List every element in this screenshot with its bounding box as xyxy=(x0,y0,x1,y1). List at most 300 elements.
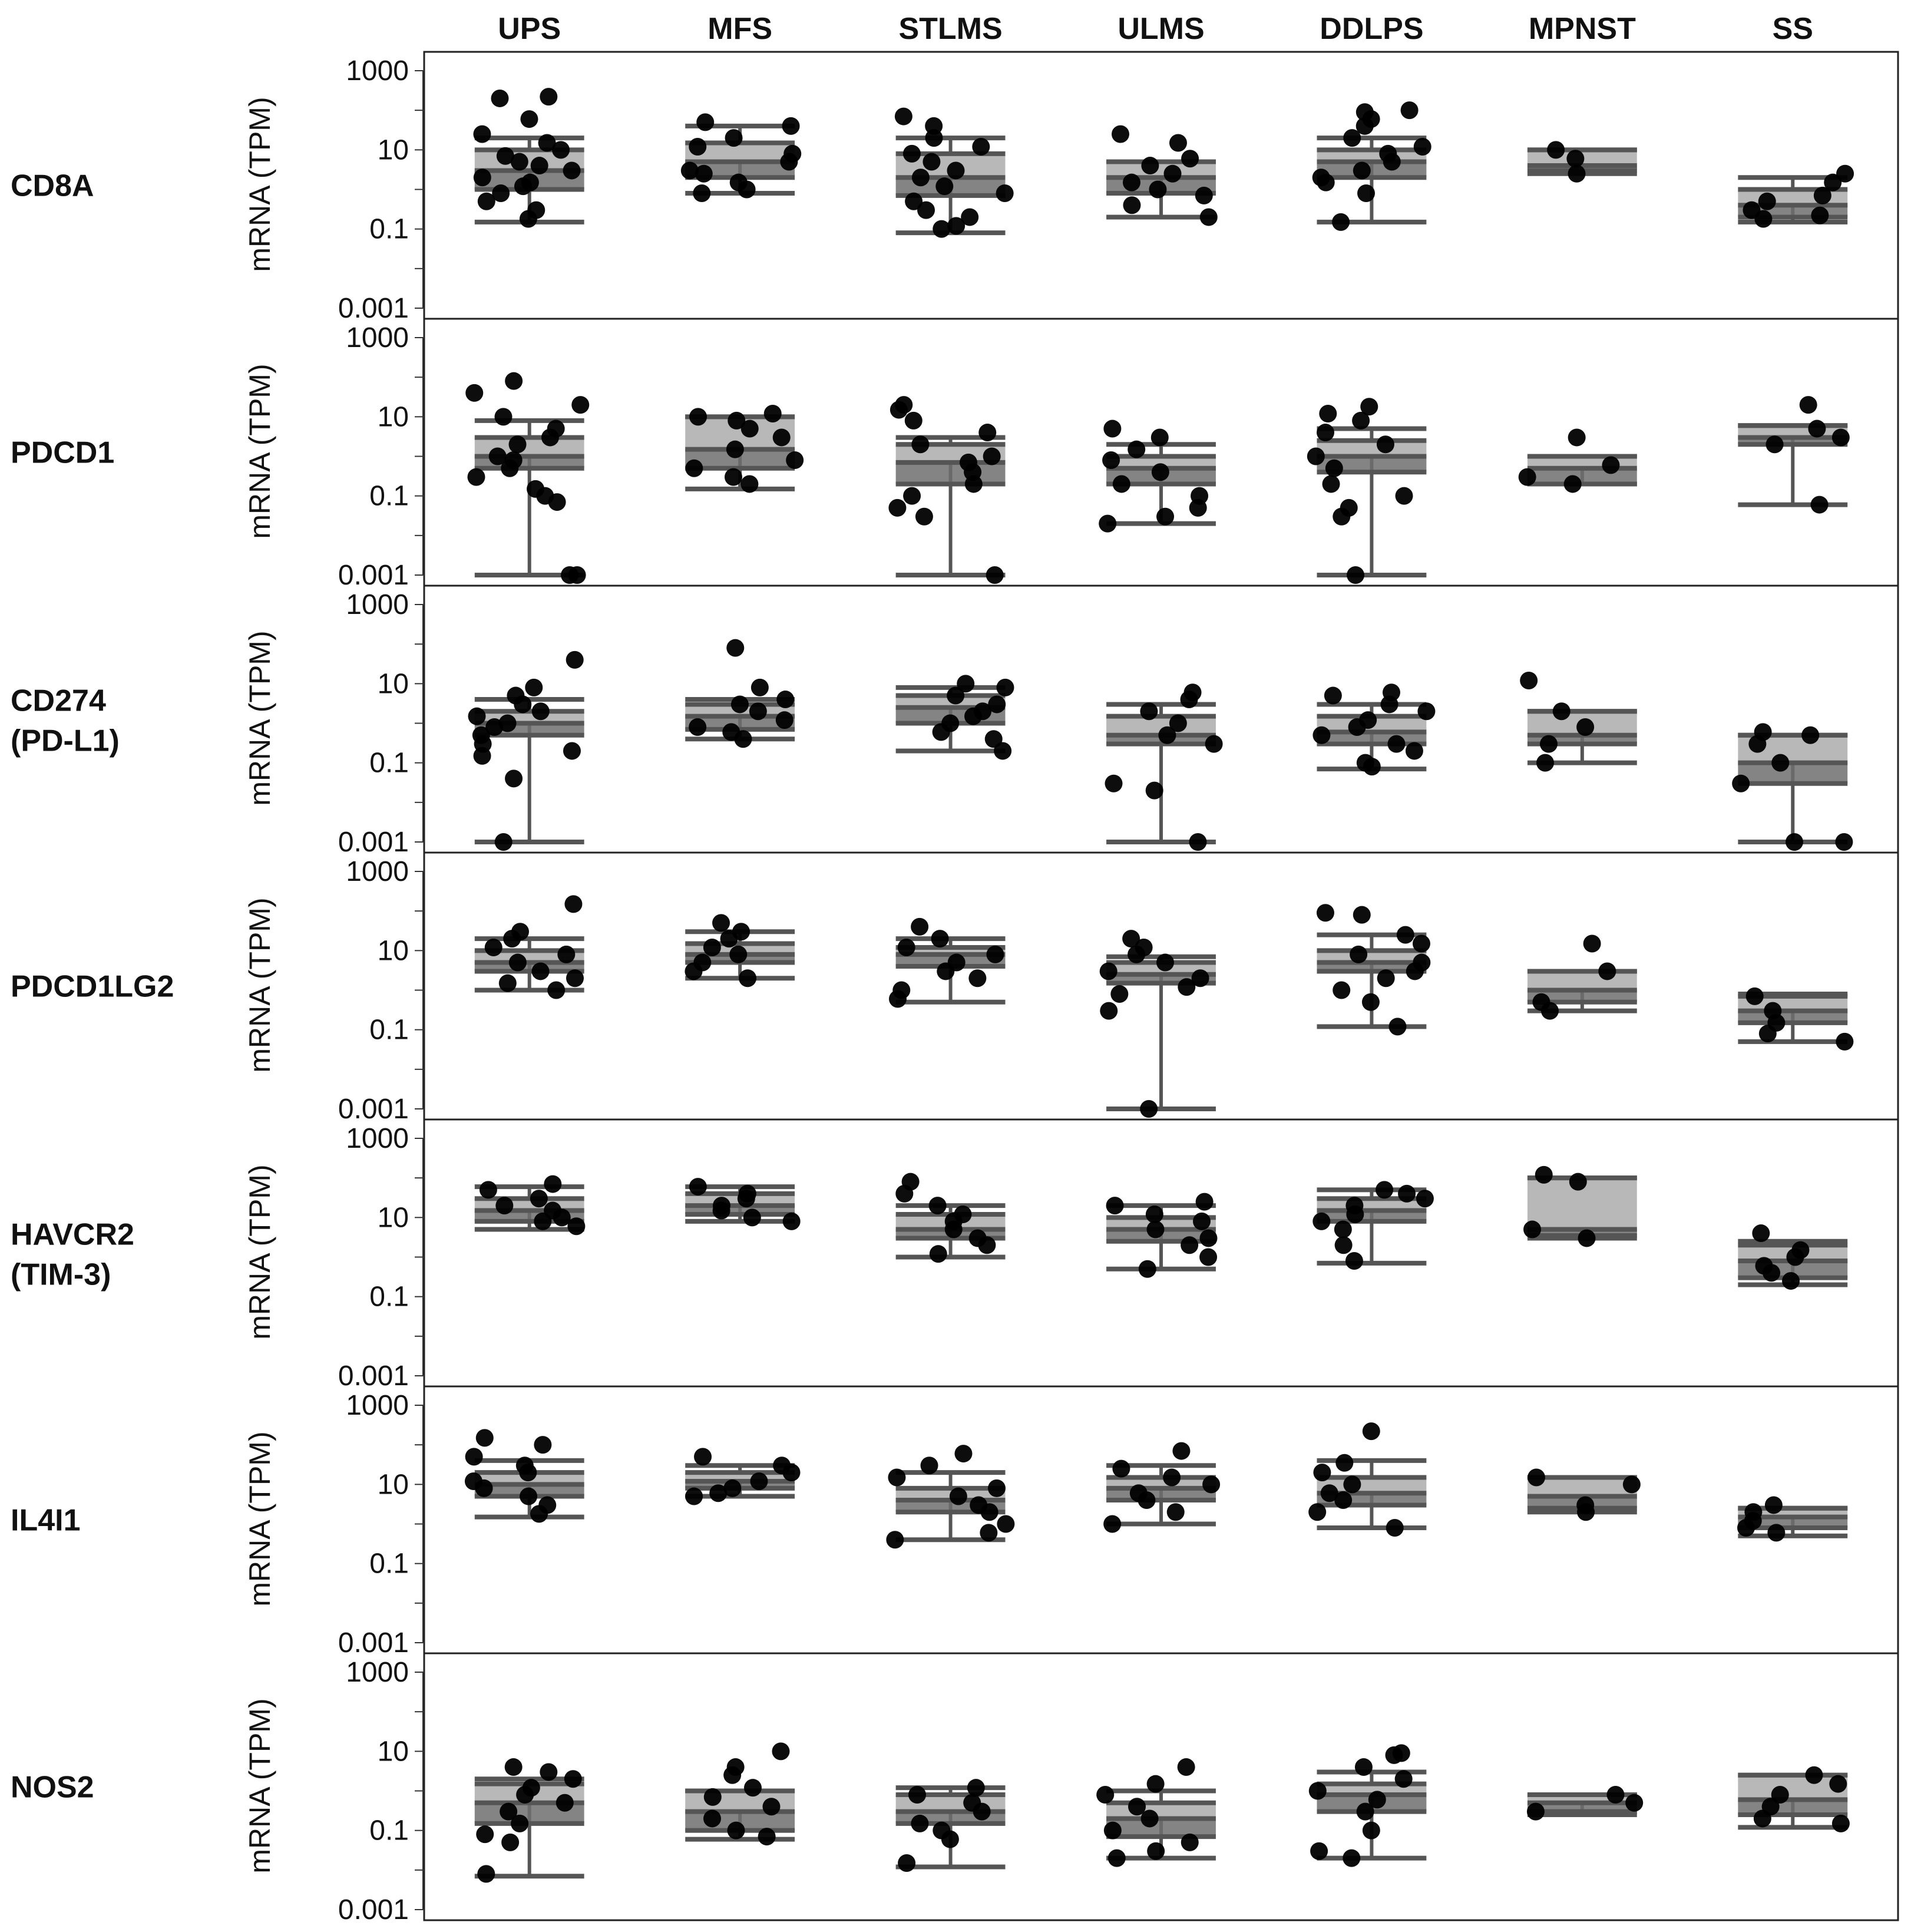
y-tick-label: 10 xyxy=(377,1736,409,1768)
data-point xyxy=(1771,754,1789,772)
data-point xyxy=(557,946,575,963)
data-point xyxy=(1417,702,1435,720)
data-point xyxy=(1387,735,1405,753)
data-point xyxy=(969,1229,987,1247)
data-point xyxy=(540,88,557,105)
data-point xyxy=(915,508,933,526)
data-point xyxy=(563,742,581,759)
data-point xyxy=(1767,1524,1785,1541)
data-point xyxy=(1350,946,1367,963)
group-ups xyxy=(475,1175,586,1236)
data-point xyxy=(764,405,782,422)
data-point xyxy=(762,1798,780,1815)
data-point xyxy=(970,1496,987,1514)
data-point xyxy=(1105,775,1123,792)
data-point xyxy=(1416,1190,1434,1207)
data-point xyxy=(527,480,544,498)
group-ddlps xyxy=(1317,904,1430,1035)
data-point xyxy=(704,1788,722,1806)
data-point xyxy=(957,675,974,692)
row-label: IL4I1 xyxy=(11,1503,81,1538)
data-point xyxy=(505,770,523,787)
row-label: NOS2 xyxy=(11,1770,94,1805)
data-point xyxy=(1108,1850,1126,1867)
data-point xyxy=(1096,1786,1114,1804)
group-ss xyxy=(1737,1496,1847,1541)
data-point xyxy=(1791,1241,1809,1259)
data-point xyxy=(476,1825,494,1843)
data-point xyxy=(532,702,550,720)
group-ddlps xyxy=(1308,1422,1426,1537)
y-tick-label: 1000 xyxy=(346,55,409,87)
data-point xyxy=(689,1178,707,1195)
data-point xyxy=(532,962,550,980)
data-point xyxy=(772,1742,789,1760)
data-point xyxy=(689,408,707,425)
group-mfs xyxy=(685,1178,800,1230)
data-point xyxy=(1156,508,1174,526)
group-stlms xyxy=(895,108,1014,238)
data-point xyxy=(1363,1422,1380,1440)
data-point xyxy=(476,1429,494,1446)
group-stlms xyxy=(889,918,1006,1008)
data-point xyxy=(563,161,581,179)
data-point xyxy=(1606,1786,1624,1804)
data-point xyxy=(1540,735,1558,753)
data-point xyxy=(1181,1834,1199,1851)
data-point xyxy=(1140,1100,1158,1118)
data-point xyxy=(1323,475,1340,493)
data-point xyxy=(1152,463,1169,481)
data-point xyxy=(1106,1197,1124,1214)
data-point xyxy=(1832,428,1850,446)
data-point xyxy=(911,1815,928,1832)
data-point xyxy=(996,184,1014,202)
box-upper xyxy=(1106,162,1216,178)
data-point xyxy=(726,639,744,657)
data-point xyxy=(727,1758,745,1776)
data-point xyxy=(1397,926,1414,944)
y-tick-label: 1000 xyxy=(346,1123,409,1154)
data-point xyxy=(1523,1221,1541,1239)
data-point xyxy=(571,396,589,414)
data-point xyxy=(1199,1229,1217,1247)
data-point xyxy=(1395,1770,1413,1788)
data-point xyxy=(1122,930,1140,947)
group-mpnst xyxy=(1528,1469,1641,1521)
data-point xyxy=(1343,1475,1361,1493)
panel-pdcd1 xyxy=(11,319,1898,591)
data-point xyxy=(1379,145,1397,163)
data-point xyxy=(1414,138,1431,156)
data-point xyxy=(1156,954,1174,972)
box-lower xyxy=(1528,468,1637,484)
data-point xyxy=(1766,435,1784,453)
data-point xyxy=(713,1197,730,1214)
y-tick-label: 0.1 xyxy=(369,213,409,245)
data-point xyxy=(988,695,1006,713)
data-point xyxy=(1569,1173,1587,1191)
panel-cd274 xyxy=(11,586,1898,858)
data-point xyxy=(499,975,517,992)
data-point xyxy=(1147,1775,1165,1793)
data-point xyxy=(1202,1475,1220,1493)
data-point xyxy=(1151,428,1169,446)
data-point xyxy=(1836,165,1854,183)
group-ulms xyxy=(1106,1193,1218,1278)
box-upper xyxy=(1317,441,1426,457)
data-point xyxy=(786,451,804,469)
data-point xyxy=(491,90,508,107)
data-point xyxy=(722,723,740,741)
data-point xyxy=(1835,833,1853,851)
data-point xyxy=(751,679,769,696)
data-point xyxy=(516,1457,534,1474)
group-ddlps xyxy=(1312,683,1435,775)
data-point xyxy=(1100,1002,1117,1020)
data-point xyxy=(500,1803,517,1821)
data-point xyxy=(1758,193,1776,210)
data-point xyxy=(1357,184,1375,202)
data-point xyxy=(689,718,706,736)
group-mfs xyxy=(685,1448,800,1505)
y-tick-label: 1000 xyxy=(346,322,409,354)
data-point xyxy=(911,435,929,453)
data-point xyxy=(783,1213,801,1230)
data-point xyxy=(530,1190,548,1207)
group-ulms xyxy=(1099,420,1216,533)
data-point xyxy=(1829,1775,1847,1793)
data-point xyxy=(728,412,745,430)
row-label-alias: (TIM-3) xyxy=(11,1257,111,1292)
data-point xyxy=(898,939,915,956)
box-lower xyxy=(1317,162,1426,178)
data-point xyxy=(1324,687,1342,705)
y-tick-label: 0.1 xyxy=(369,1014,409,1046)
data-point xyxy=(564,895,582,913)
data-point xyxy=(1800,396,1817,414)
data-point xyxy=(1765,1496,1783,1514)
group-mfs xyxy=(685,405,804,493)
data-point xyxy=(1356,103,1374,121)
data-point xyxy=(465,384,483,402)
data-point xyxy=(1335,1236,1353,1254)
data-point xyxy=(1743,202,1760,219)
data-point xyxy=(507,687,524,705)
data-point xyxy=(1527,1803,1545,1821)
data-point xyxy=(1347,566,1364,584)
group-mfs xyxy=(685,914,795,987)
data-point xyxy=(1811,496,1829,514)
box-lower xyxy=(1738,763,1847,784)
data-point xyxy=(1169,715,1187,732)
data-point xyxy=(1319,405,1337,422)
column-label-ddlps: DDLPS xyxy=(1320,12,1424,46)
group-ddlps xyxy=(1312,101,1431,231)
data-point xyxy=(961,208,978,226)
group-mpnst xyxy=(1527,1786,1643,1821)
data-point xyxy=(972,138,990,156)
data-point xyxy=(499,715,517,732)
data-point xyxy=(1576,718,1594,736)
data-point xyxy=(1130,1484,1148,1502)
group-mfs xyxy=(681,113,801,202)
column-headers xyxy=(498,12,1813,46)
y-tick-label: 0.1 xyxy=(369,1815,409,1847)
group-ulms xyxy=(1105,683,1223,851)
data-point xyxy=(1744,1503,1762,1521)
data-point xyxy=(1128,441,1145,458)
data-point xyxy=(1568,428,1586,446)
data-point xyxy=(744,1779,762,1796)
data-point xyxy=(561,566,578,584)
group-mpnst xyxy=(1519,428,1637,493)
data-point xyxy=(473,126,491,143)
y-axis-label: mRNA (TPM) xyxy=(243,1431,276,1607)
row-label: HAVCR2 xyxy=(11,1217,134,1252)
data-point xyxy=(1103,420,1121,438)
data-point xyxy=(730,174,748,191)
group-mpnst xyxy=(1520,672,1637,772)
y-tick-label: 0.001 xyxy=(338,293,409,324)
box-lower xyxy=(896,463,1006,484)
data-point xyxy=(1345,1252,1363,1270)
data-point xyxy=(1181,1236,1198,1254)
data-point xyxy=(743,1208,761,1226)
data-point xyxy=(1359,711,1377,729)
group-ss xyxy=(1738,1766,1850,1832)
y-tick-label: 0.1 xyxy=(369,480,409,512)
data-point xyxy=(521,174,539,191)
data-point xyxy=(1110,985,1128,1003)
data-point xyxy=(1123,174,1140,191)
data-point xyxy=(967,1779,985,1796)
data-point xyxy=(1308,1503,1326,1521)
data-point xyxy=(1100,962,1117,980)
data-point xyxy=(1340,499,1358,517)
y-tick-label: 10 xyxy=(377,134,409,166)
data-point xyxy=(1398,1185,1416,1203)
data-point xyxy=(685,460,703,477)
data-point xyxy=(954,1206,971,1223)
data-point xyxy=(723,1479,741,1497)
group-stlms xyxy=(886,1445,1014,1548)
data-point xyxy=(556,1794,574,1812)
group-ups xyxy=(465,1429,584,1523)
data-point xyxy=(782,117,800,135)
data-point xyxy=(1376,1181,1393,1198)
data-point xyxy=(963,1794,981,1812)
data-point xyxy=(988,1479,1006,1497)
data-point xyxy=(520,1488,537,1505)
y-axis-label: mRNA (TPM) xyxy=(243,897,276,1073)
data-point xyxy=(929,1197,947,1214)
group-mpnst xyxy=(1523,1166,1637,1247)
row-label: PDCD1 xyxy=(11,435,115,470)
data-point xyxy=(947,161,964,179)
data-point xyxy=(1332,213,1350,231)
data-point xyxy=(547,982,565,999)
data-point xyxy=(903,487,921,505)
data-point xyxy=(1355,1758,1373,1776)
group-ulms xyxy=(1096,1758,1216,1867)
group-mfs xyxy=(685,1742,795,1845)
data-point xyxy=(1625,1794,1643,1812)
data-point xyxy=(1623,1475,1641,1493)
data-point xyxy=(740,475,758,493)
data-point xyxy=(485,939,502,956)
data-point xyxy=(1191,487,1208,505)
data-point xyxy=(903,145,921,163)
data-point xyxy=(544,1175,561,1193)
group-stlms xyxy=(896,1779,1006,1872)
data-point xyxy=(1801,726,1819,744)
data-point xyxy=(497,147,514,165)
group-ss xyxy=(1732,723,1853,851)
panel-cd8a xyxy=(11,52,1898,324)
column-label-mfs: MFS xyxy=(707,12,773,46)
data-point xyxy=(1196,1193,1214,1211)
y-tick-label: 10 xyxy=(377,401,409,433)
y-tick-label: 0.001 xyxy=(338,1360,409,1392)
data-point xyxy=(1764,1002,1781,1020)
data-point xyxy=(1413,935,1430,953)
data-point xyxy=(1146,1206,1163,1223)
data-point xyxy=(1566,150,1584,167)
group-stlms xyxy=(895,1173,1005,1263)
data-point xyxy=(1335,1454,1353,1472)
data-point xyxy=(978,424,996,441)
data-point xyxy=(693,954,711,972)
data-point xyxy=(1754,723,1772,741)
data-point xyxy=(465,1472,482,1490)
data-point xyxy=(1102,451,1120,469)
data-point xyxy=(1377,435,1394,453)
data-point xyxy=(564,1770,582,1788)
y-tick-label: 10 xyxy=(377,668,409,700)
data-point xyxy=(1309,1782,1327,1800)
data-point xyxy=(712,914,730,932)
data-point xyxy=(1172,1442,1190,1460)
y-axis-label: mRNA (TPM) xyxy=(243,1164,276,1340)
data-point xyxy=(921,1457,938,1474)
data-point xyxy=(1167,1503,1185,1521)
y-tick-label: 0.001 xyxy=(338,827,409,858)
data-point xyxy=(732,923,750,940)
data-point xyxy=(1128,1798,1146,1815)
data-point xyxy=(895,108,912,126)
data-point xyxy=(1333,982,1350,999)
data-point xyxy=(1752,1224,1770,1242)
data-point xyxy=(886,1531,904,1548)
data-point xyxy=(1363,1822,1380,1839)
data-point xyxy=(1192,969,1209,987)
group-ddlps xyxy=(1312,1181,1434,1270)
data-point xyxy=(492,184,510,202)
data-point xyxy=(1184,683,1202,701)
data-point xyxy=(531,157,548,174)
data-point xyxy=(1519,468,1536,486)
panel-il4i1 xyxy=(11,1386,1898,1659)
data-point xyxy=(749,702,767,720)
data-point xyxy=(1181,150,1199,167)
data-point xyxy=(725,468,742,486)
column-label-ss: SS xyxy=(1772,12,1813,46)
data-point xyxy=(1786,833,1803,851)
data-point xyxy=(1321,1484,1338,1502)
data-point xyxy=(1317,424,1334,441)
data-point xyxy=(468,708,486,725)
data-point xyxy=(933,220,950,238)
data-point xyxy=(703,939,721,956)
data-point xyxy=(1368,1791,1386,1808)
data-point xyxy=(1383,683,1400,701)
data-point xyxy=(776,711,794,729)
y-tick-label: 1000 xyxy=(346,589,409,620)
y-tick-label: 0.001 xyxy=(338,1627,409,1659)
group-ss xyxy=(1738,165,1854,228)
data-point xyxy=(1386,1519,1404,1537)
data-point xyxy=(1313,1464,1331,1481)
data-point xyxy=(1396,487,1413,505)
data-point xyxy=(1836,1033,1853,1051)
data-point xyxy=(474,169,491,186)
group-stlms xyxy=(888,396,1005,584)
data-point xyxy=(1811,207,1829,224)
data-point xyxy=(1362,993,1380,1011)
data-point xyxy=(1325,460,1343,477)
data-point xyxy=(1583,935,1601,953)
data-point xyxy=(1112,126,1129,143)
data-point xyxy=(1832,1815,1850,1832)
panel-grid xyxy=(11,52,1898,1926)
y-axis-label: mRNA (TPM) xyxy=(243,1698,276,1874)
data-point xyxy=(776,691,794,708)
data-point xyxy=(495,833,513,851)
y-tick-label: 1000 xyxy=(346,1657,409,1688)
data-point xyxy=(501,1834,519,1851)
data-point xyxy=(986,566,1004,584)
data-point xyxy=(739,969,756,987)
data-point xyxy=(1200,208,1218,226)
data-point xyxy=(1146,782,1163,800)
data-point xyxy=(1602,456,1619,474)
data-point xyxy=(1193,1213,1211,1230)
data-point xyxy=(948,954,966,972)
data-point xyxy=(477,1865,495,1883)
data-point xyxy=(547,420,565,438)
data-point xyxy=(1205,735,1223,753)
data-point xyxy=(941,715,959,732)
data-point xyxy=(1307,448,1325,465)
y-tick-label: 0.1 xyxy=(369,1281,409,1313)
data-point xyxy=(566,651,584,669)
data-point xyxy=(980,1524,997,1541)
panel-pdcd1lg2 xyxy=(11,853,1898,1125)
data-point xyxy=(996,679,1014,696)
y-tick-label: 10 xyxy=(377,1469,409,1501)
data-point xyxy=(1520,672,1538,689)
data-point xyxy=(1343,1850,1360,1867)
data-point xyxy=(689,138,706,156)
data-point xyxy=(1141,157,1159,174)
group-mfs xyxy=(685,639,795,748)
data-point xyxy=(520,110,538,128)
row-label: CD8A xyxy=(11,169,94,203)
data-point xyxy=(1317,904,1334,922)
data-point xyxy=(1147,1221,1165,1239)
data-point xyxy=(923,153,940,171)
